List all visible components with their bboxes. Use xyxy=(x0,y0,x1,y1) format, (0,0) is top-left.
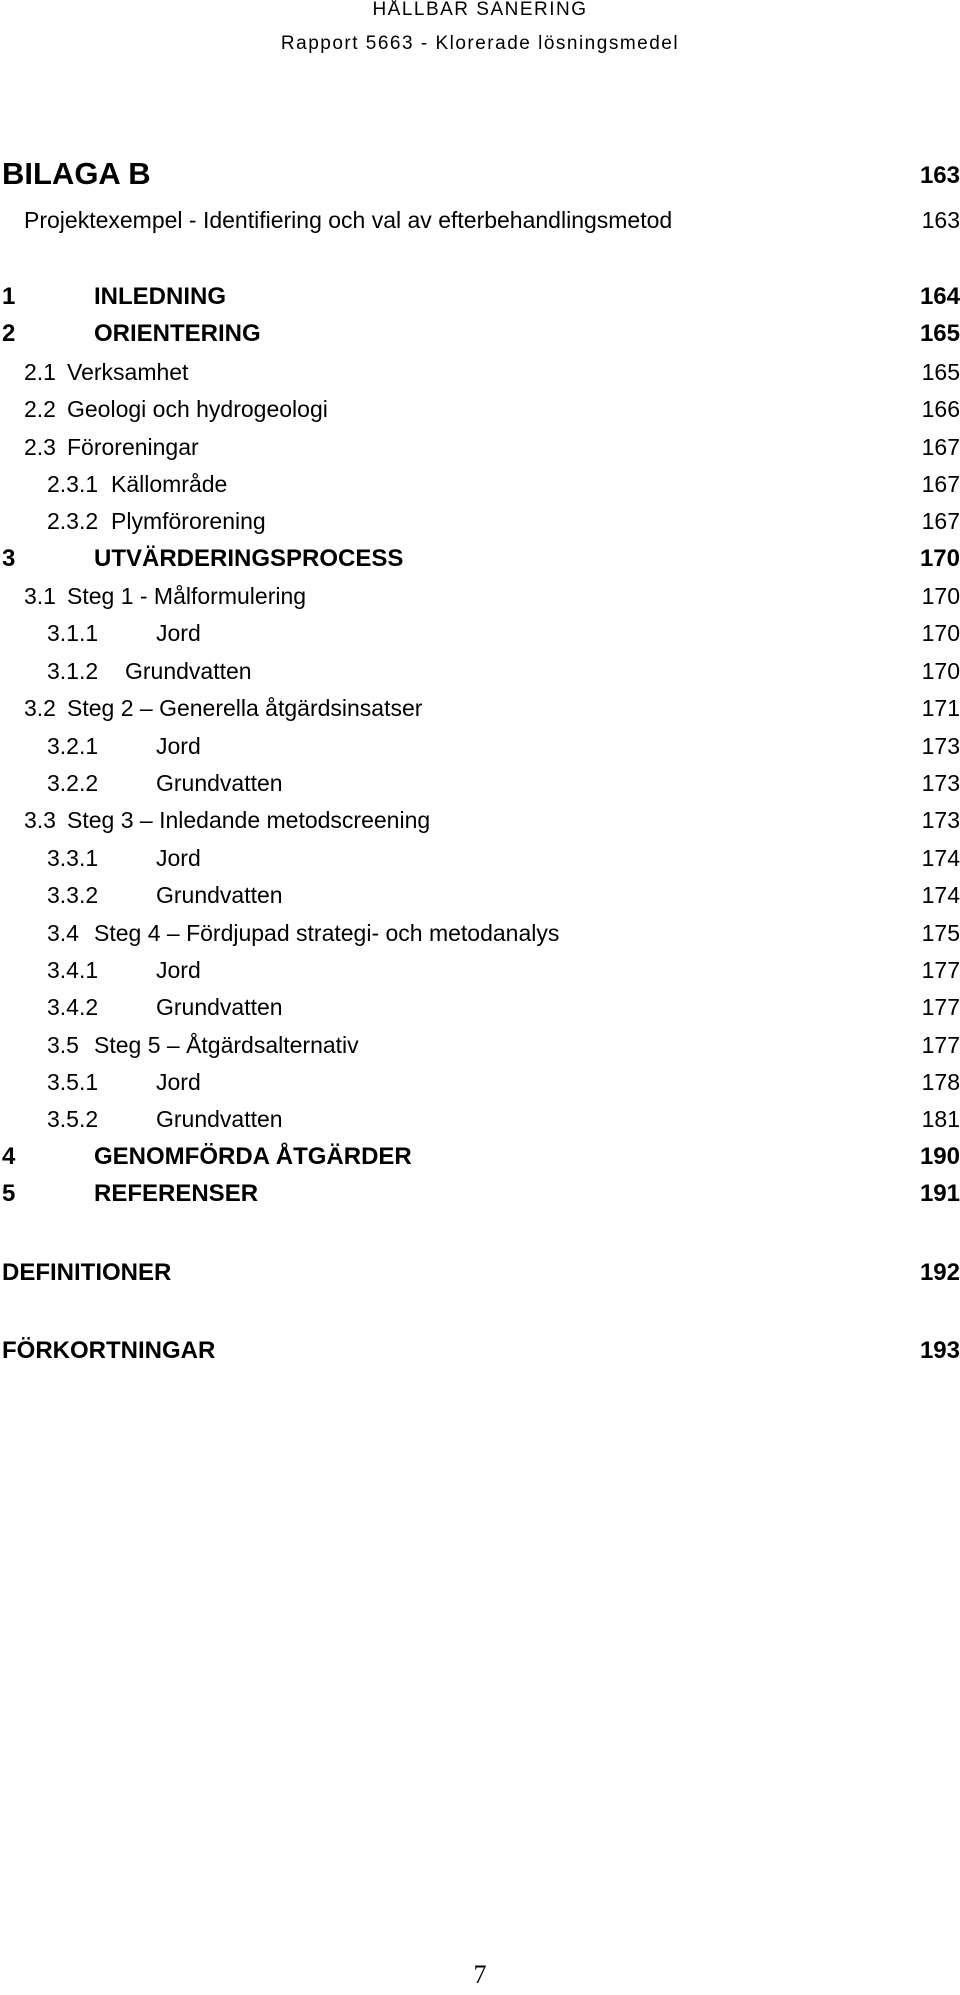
toc-entry-title: Verksamhet xyxy=(67,359,189,385)
toc-page-number: 171 xyxy=(921,695,960,721)
toc-page-number: 191 xyxy=(919,1180,960,1207)
toc-page-number: 164 xyxy=(919,283,960,310)
toc-entry[interactable] xyxy=(0,282,960,322)
toc-entry[interactable] xyxy=(0,544,960,584)
toc-entry[interactable] xyxy=(0,805,960,845)
toc-page-number: 170 xyxy=(921,583,960,609)
toc-entry[interactable] xyxy=(0,880,960,920)
toc-entry-title: REFERENSER xyxy=(94,1180,259,1207)
toc-entry-number: 3.1.1 xyxy=(47,620,99,646)
toc-entry-number: 4 xyxy=(2,1143,16,1170)
toc-entry-title: UTVÄRDERINGSPROCESS xyxy=(94,545,404,572)
toc-entry-number: 3 xyxy=(2,545,16,572)
toc-page-number: 170 xyxy=(919,545,960,572)
toc-page-number: 175 xyxy=(921,920,960,946)
page-number: 7 xyxy=(473,1960,487,1989)
toc-page-number: 173 xyxy=(921,807,960,833)
toc-page-number: 181 xyxy=(921,1106,960,1132)
toc-page-number: 174 xyxy=(921,845,960,871)
toc-page-number: 177 xyxy=(921,957,960,983)
toc-entry[interactable] xyxy=(0,506,960,546)
toc-entry-number: 3.5 xyxy=(47,1032,79,1058)
toc-page-number: 165 xyxy=(921,359,960,385)
toc-entry[interactable] xyxy=(0,357,960,397)
toc-heading-title: BILAGA B xyxy=(2,156,151,191)
toc-entry[interactable] xyxy=(0,918,960,958)
toc-entry[interactable] xyxy=(0,1104,960,1144)
toc-entry-definitioner[interactable] xyxy=(0,1258,960,1298)
toc-entry-title: Jord xyxy=(156,957,201,983)
header-title: HÅLLBAR SANERING xyxy=(372,0,588,20)
header-subtitle: Rapport 5663 - Klorerade lösningsmedel xyxy=(280,33,680,54)
toc-entry-title: Grundvatten xyxy=(125,658,252,684)
toc-page-number: 177 xyxy=(921,994,960,1020)
toc-page-number: 167 xyxy=(921,434,960,460)
toc-page-number: 193 xyxy=(919,1337,960,1364)
toc-page-number: 166 xyxy=(921,396,960,422)
toc-entry-title: Jord xyxy=(156,733,201,759)
toc-page-number: 170 xyxy=(921,620,960,646)
toc-entry-forkortningar[interactable] xyxy=(0,1336,960,1376)
toc-page-number: 163 xyxy=(919,162,960,189)
toc-entry-number: 3.1.2 xyxy=(47,658,99,684)
toc-entry-number: 3.4.2 xyxy=(47,994,99,1020)
toc-entry[interactable] xyxy=(0,432,960,472)
toc-entry-number: 3.3 xyxy=(24,807,56,833)
toc-entry-number: 3.5.2 xyxy=(47,1106,99,1132)
toc-entry-number: 3.5.1 xyxy=(47,1069,99,1095)
toc-page-number: 173 xyxy=(921,770,960,796)
toc-entry-number: 3.4 xyxy=(47,920,79,946)
toc-entry-title: Plymförorening xyxy=(111,508,266,534)
toc-entry[interactable] xyxy=(0,843,960,883)
toc-heading-bilaga[interactable] xyxy=(0,157,960,197)
toc-entry-title: Steg 5 – Åtgärdsalternativ xyxy=(94,1032,359,1058)
toc-entry[interactable] xyxy=(0,618,960,658)
toc-page-number: 167 xyxy=(921,471,960,497)
toc-entry-number: 2 xyxy=(2,320,16,347)
toc-entry-number: 2.2 xyxy=(24,396,56,422)
toc-page-number: 167 xyxy=(921,508,960,534)
toc-page-number: 165 xyxy=(919,320,960,347)
toc-entry-number: 2.1 xyxy=(24,359,56,385)
toc-page-number: 178 xyxy=(921,1069,960,1095)
toc-entry-number: 3.2.2 xyxy=(47,770,99,796)
toc-page-number: 190 xyxy=(919,1143,960,1170)
toc-entry[interactable] xyxy=(0,394,960,434)
toc-entry-title: GENOMFÖRDA ÅTGÄRDER xyxy=(94,1143,412,1170)
toc-entry[interactable] xyxy=(0,1067,960,1107)
toc-entry-title: DEFINITIONER xyxy=(2,1259,172,1286)
toc-entry-title: Källområde xyxy=(111,471,228,497)
toc-entry[interactable] xyxy=(0,656,960,696)
toc-page-number: 173 xyxy=(921,733,960,759)
toc-entry[interactable] xyxy=(0,1179,960,1219)
toc-entry[interactable] xyxy=(0,693,960,733)
toc-page-number: 170 xyxy=(921,658,960,684)
toc-entry-title: Steg 4 – Fördjupad strategi- och metodanalys xyxy=(94,920,560,946)
toc-entry[interactable] xyxy=(0,731,960,771)
toc-entry-title: Steg 1 - Målformulering xyxy=(67,583,307,609)
toc-entry-number: 2.3.1 xyxy=(47,471,99,497)
toc-page-number: 174 xyxy=(921,882,960,908)
toc-entry-title: Grundvatten xyxy=(156,882,283,908)
toc-entry[interactable] xyxy=(0,768,960,808)
toc-entry-title: Jord xyxy=(156,845,201,871)
toc-entry[interactable] xyxy=(0,581,960,621)
toc-entry-number: 2.3 xyxy=(24,434,56,460)
toc-entry-number: 2.3.2 xyxy=(47,508,99,534)
toc-entry-title: Grundvatten xyxy=(156,1106,283,1132)
toc-entry-number: 1 xyxy=(2,283,16,310)
toc-entry-title: Grundvatten xyxy=(156,770,283,796)
toc-entry[interactable] xyxy=(0,319,960,359)
toc-entry-title: Jord xyxy=(156,620,201,646)
toc-entry-number: 3.4.1 xyxy=(47,957,99,983)
toc-entry[interactable] xyxy=(0,992,960,1032)
toc-entry[interactable] xyxy=(0,955,960,995)
toc-page-number: 177 xyxy=(921,1032,960,1058)
toc-entry[interactable] xyxy=(0,1142,960,1182)
toc-entry[interactable] xyxy=(0,1030,960,1070)
toc-entry-number: 5 xyxy=(2,1180,16,1207)
toc-entry-title: Geologi och hydrogeologi xyxy=(67,396,328,422)
toc-entry-title: FÖRKORTNINGAR xyxy=(2,1337,216,1364)
toc-entry-title: Steg 3 – Inledande metodscreening xyxy=(67,807,431,833)
toc-entry-title: Projektexempel - Identifiering och val av efterbehandlingsmetod xyxy=(24,207,673,233)
toc-entry-number: 3.3.2 xyxy=(47,882,99,908)
toc-entry-number: 3.2.1 xyxy=(47,733,99,759)
toc-entry-title: Grundvatten xyxy=(156,994,283,1020)
toc-page-number: 192 xyxy=(919,1259,960,1286)
toc-entry-title: Steg 2 – Generella åtgärdsinsatser xyxy=(67,695,423,721)
toc-entry-projektexempel[interactable] xyxy=(0,205,960,245)
toc-entry-title: Föroreningar xyxy=(67,434,199,460)
toc-entry-number: 3.3.1 xyxy=(47,845,99,871)
toc-entry-number: 3.2 xyxy=(24,695,56,721)
toc-entry-title: INLEDNING xyxy=(94,283,226,310)
toc-entry-title: ORIENTERING xyxy=(94,320,261,347)
toc-entry-title: Jord xyxy=(156,1069,201,1095)
toc-page-number: 163 xyxy=(921,207,960,233)
toc-entry[interactable] xyxy=(0,469,960,509)
toc-entry-number: 3.1 xyxy=(24,583,56,609)
